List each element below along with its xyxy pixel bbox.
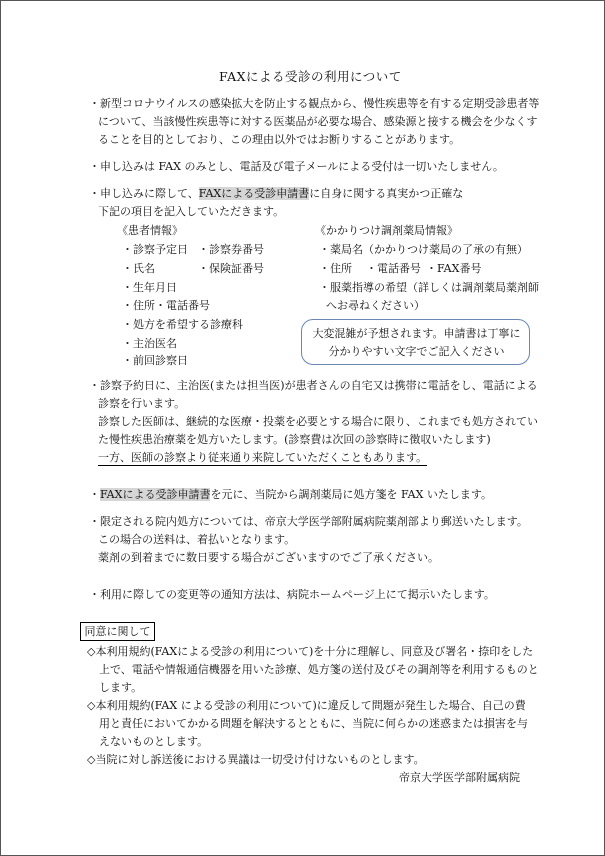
patient-item: ・前回診察日 (122, 354, 188, 367)
patient-item: ・診察券番号 (198, 243, 264, 256)
apply-suffix: に自身に関する真実かつ正確な (309, 187, 464, 200)
notice-line-1: 大変混雑が予想されます。申請書は丁寧に (312, 327, 521, 340)
limited-line-2: この場合の送料は、着払いとなります。 (98, 533, 296, 546)
patient-info-heading: 《患者情報》 (117, 224, 183, 237)
apply-line-2: 下記の項目を記入していただきます。 (98, 205, 285, 218)
consent-p2-line-3: えないものとします。 (99, 735, 209, 748)
consent-p1-line-3: します。 (99, 681, 143, 694)
hospital-signature: 帝京大学医学部附属病院 (399, 771, 520, 784)
consent-p2-line-1: ◇本利用規約(FAX による受診の利用について)に違反して問題が発生した場合、自己の費 (87, 699, 526, 712)
page-title: FAXによる受診の利用について (219, 69, 402, 84)
changes-text: ・利用に際しての変更等の通知方法は、病院ホームページ上にて掲示いたします。 (89, 588, 495, 601)
application-form-highlight: FAXによる受診申請書 (198, 187, 310, 200)
underlined-note: 一方、医師の診察より従来通り来院していただくこともあります。 (98, 451, 428, 464)
limited-line-1: ・限定される院内処方については、帝京大学医学部附属病院薬剤部より郵送いたします。 (89, 515, 528, 528)
patient-item: ・生年月日 (122, 281, 177, 294)
consent-heading: 同意に関して (80, 622, 155, 641)
consent-p1-line-1: ◇本利用規約(FAXによる受診の利用について)を十分に理解し、同意及び署名・捺印をした (87, 645, 534, 658)
consent-p2-line-2: 用と責任においてかかる問題を解決するとともに、当院に何らかの迷惑または損害を与 (99, 717, 528, 730)
patient-item: ・保険証番号 (198, 262, 264, 275)
patient-item: ・主治医名 (122, 337, 177, 350)
intro-line-1: ・新型コロナウイルスの感染拡大を防止する観点から、慢性疾患等を有する定期受診患者等 (89, 97, 540, 110)
pharmacy-item: ・電話番号 (366, 262, 421, 275)
fax-send-text (89, 487, 492, 503)
patient-item: ・診察予定日 (122, 243, 188, 256)
fax-send-suffix: を元に、当院から調剤薬局に処方箋を FAX いたします。 (210, 488, 493, 501)
fax-only-text: ・申し込みは FAX のみとし、電話及び電子メールによる受付は一切いたしません。 (89, 160, 504, 173)
intro-line-3: ることを目的としており、この理由以外ではお断りすることがあります。 (98, 133, 461, 146)
appointment-line-5 (98, 450, 427, 466)
limited-line-3: 薬剤の到着までに数日要する場合がございますのでご了承ください。 (98, 551, 439, 564)
apply-prefix: ・申し込みに際して、 (89, 187, 199, 200)
pharmacy-item: ・住所 (319, 262, 352, 275)
pharmacy-item: ・FAX番号 (426, 262, 482, 275)
appointment-line-4: た慢性疾患治療薬を処方いたします。(診察費は次回の診察時に徴収いたします) (98, 433, 491, 446)
patient-item: ・処方を希望する診療科 (122, 318, 243, 331)
notice-box (301, 319, 530, 365)
patient-item: ・住所・電話番号 (122, 299, 210, 312)
patient-item: ・氏名 (122, 262, 155, 275)
apply-line-1 (89, 186, 463, 202)
notice-line-2: 分かりやすい文字でご記入ください (328, 345, 505, 358)
intro-line-2: について、当該慢性疾患等に対する医薬品が必要な場合、感染源と接する機会を少なくす (98, 115, 538, 128)
pharmacy-info-heading: 《かかりつけ調剤薬局情報》 (315, 224, 458, 237)
application-form-highlight: FAXによる受診申請書 (100, 488, 211, 501)
pharmacy-item: へお尋ねください） (326, 299, 425, 312)
appointment-line-1: ・診察予約日に、主治医(または担当医)が患者さんの自宅又は携帯に電話をし、電話による (89, 379, 538, 392)
fax-send-prefix: ・ (89, 488, 100, 501)
consent-p3: ◇当院に対し訴送後における異議は一切受け付けないものとします。 (87, 753, 425, 766)
appointment-line-2: 診察を行います。 (98, 397, 186, 410)
pharmacy-item: ・服薬指導の希望（詳しくは調剤薬局薬剤師 (319, 281, 539, 294)
appointment-line-3: 診察した医師は、継続的な医療・投薬を必要とする場合に限り、これまでも処方されてい (98, 415, 538, 428)
consent-p1-line-2: 上で、電話や情報通信機器を用いた診療、処方箋の送付及びその調剤等を利用するものと (99, 663, 539, 676)
pharmacy-item: ・薬局名（かかりつけ薬局の了承の有無） (319, 243, 528, 256)
